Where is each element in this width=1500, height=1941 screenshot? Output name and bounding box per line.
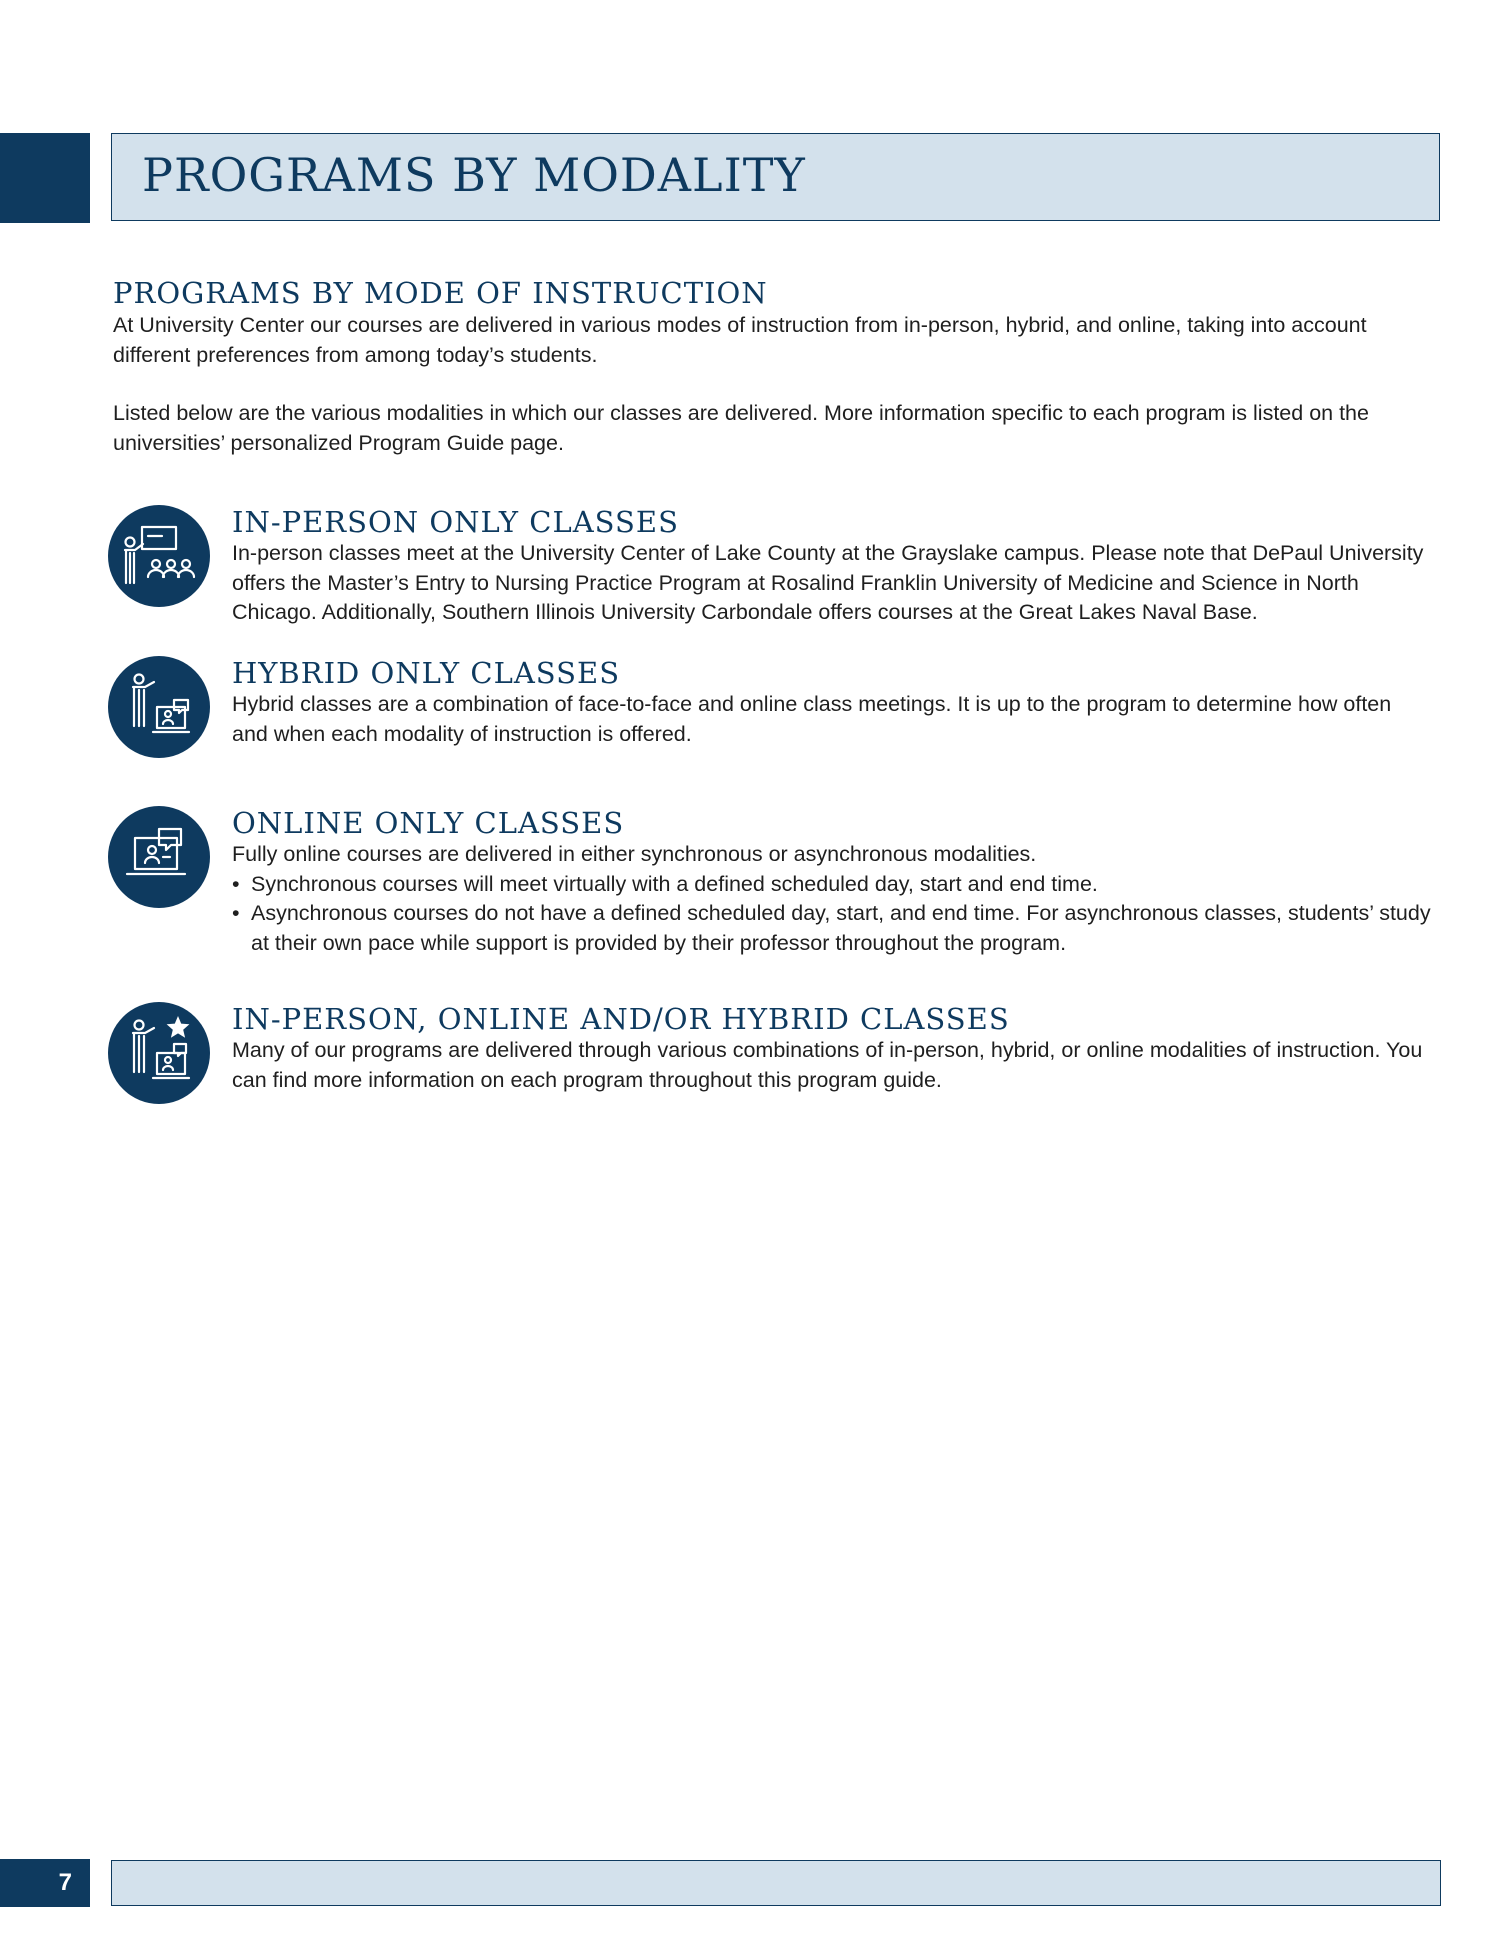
- page-number: 7: [0, 1859, 90, 1907]
- modality-description: Fully online courses are delivered in either synchronous or asynchronous modalities.: [232, 842, 1037, 866]
- modality-title: IN-PERSON ONLY CLASSES: [232, 505, 679, 539]
- intro-section: [113, 275, 1423, 458]
- modality-title: HYBRID ONLY CLASSES: [232, 656, 621, 690]
- modality-title: ONLINE ONLY CLASSES: [232, 806, 625, 840]
- modality-content: [232, 505, 1432, 628]
- intro-paragraph-1: At University Center our courses are delivered in various modes of instruction from in-person, hybrid, and online, taking into account different preferences from among today’s students.: [113, 313, 1367, 367]
- modality-title: IN-PERSON, ONLINE AND/OR HYBRID CLASSES: [232, 1002, 1010, 1036]
- instructor-laptop-icon: [108, 656, 210, 758]
- footer-bar: [111, 1860, 1441, 1906]
- page-header: [111, 133, 1440, 221]
- instructor-laptop-star-icon: [108, 1002, 210, 1104]
- page-title: PROGRAMS BY MODALITY: [142, 148, 806, 202]
- modality-content: [232, 1002, 1432, 1095]
- classroom-instructor-icon: [108, 505, 210, 607]
- modality-content: [232, 656, 1432, 749]
- modality-description: Hybrid classes are a combination of face-to-face and online class meetings. It is up to the program to determine how often and when each modality of instruction is offered.: [232, 692, 1392, 746]
- modality-description: In-person classes meet at the University Center of Lake County at the Grayslake campus. Please note that DePaul University offers the Master’s Entry to Nursing Practice Program at Rosalind Franklin University of Medicine and Science in North Chicago. Additionally, Southern Illinois University Carbondale offers courses at the Great Lakes Naval Base.: [232, 541, 1424, 624]
- list-item: • Synchronous courses will meet virtually with a defined scheduled day, start and end time.: [232, 870, 1432, 900]
- online-laptop-chat-icon: [108, 806, 210, 908]
- list-item: • Asynchronous courses do not have a defined scheduled day, start, and end time. For asynchronous classes, students’ study at their own pace while support is provided by their professor throughout the program.: [232, 899, 1432, 958]
- modality-content: [232, 806, 1432, 958]
- modality-description: Many of our programs are delivered through various combinations of in-person, hybrid, or online modalities of instruction. You can find more information on each program throughout this program guide.: [232, 1038, 1423, 1092]
- intro-heading: PROGRAMS BY MODE OF INSTRUCTION: [113, 276, 768, 310]
- modality-bullet-list: [232, 870, 1432, 959]
- header-accent-tab: [0, 133, 90, 223]
- intro-paragraph-2: Listed below are the various modalities in which our classes are delivered. More information specific to each program is listed on the universities’ personalized Program Guide page.: [113, 401, 1369, 455]
